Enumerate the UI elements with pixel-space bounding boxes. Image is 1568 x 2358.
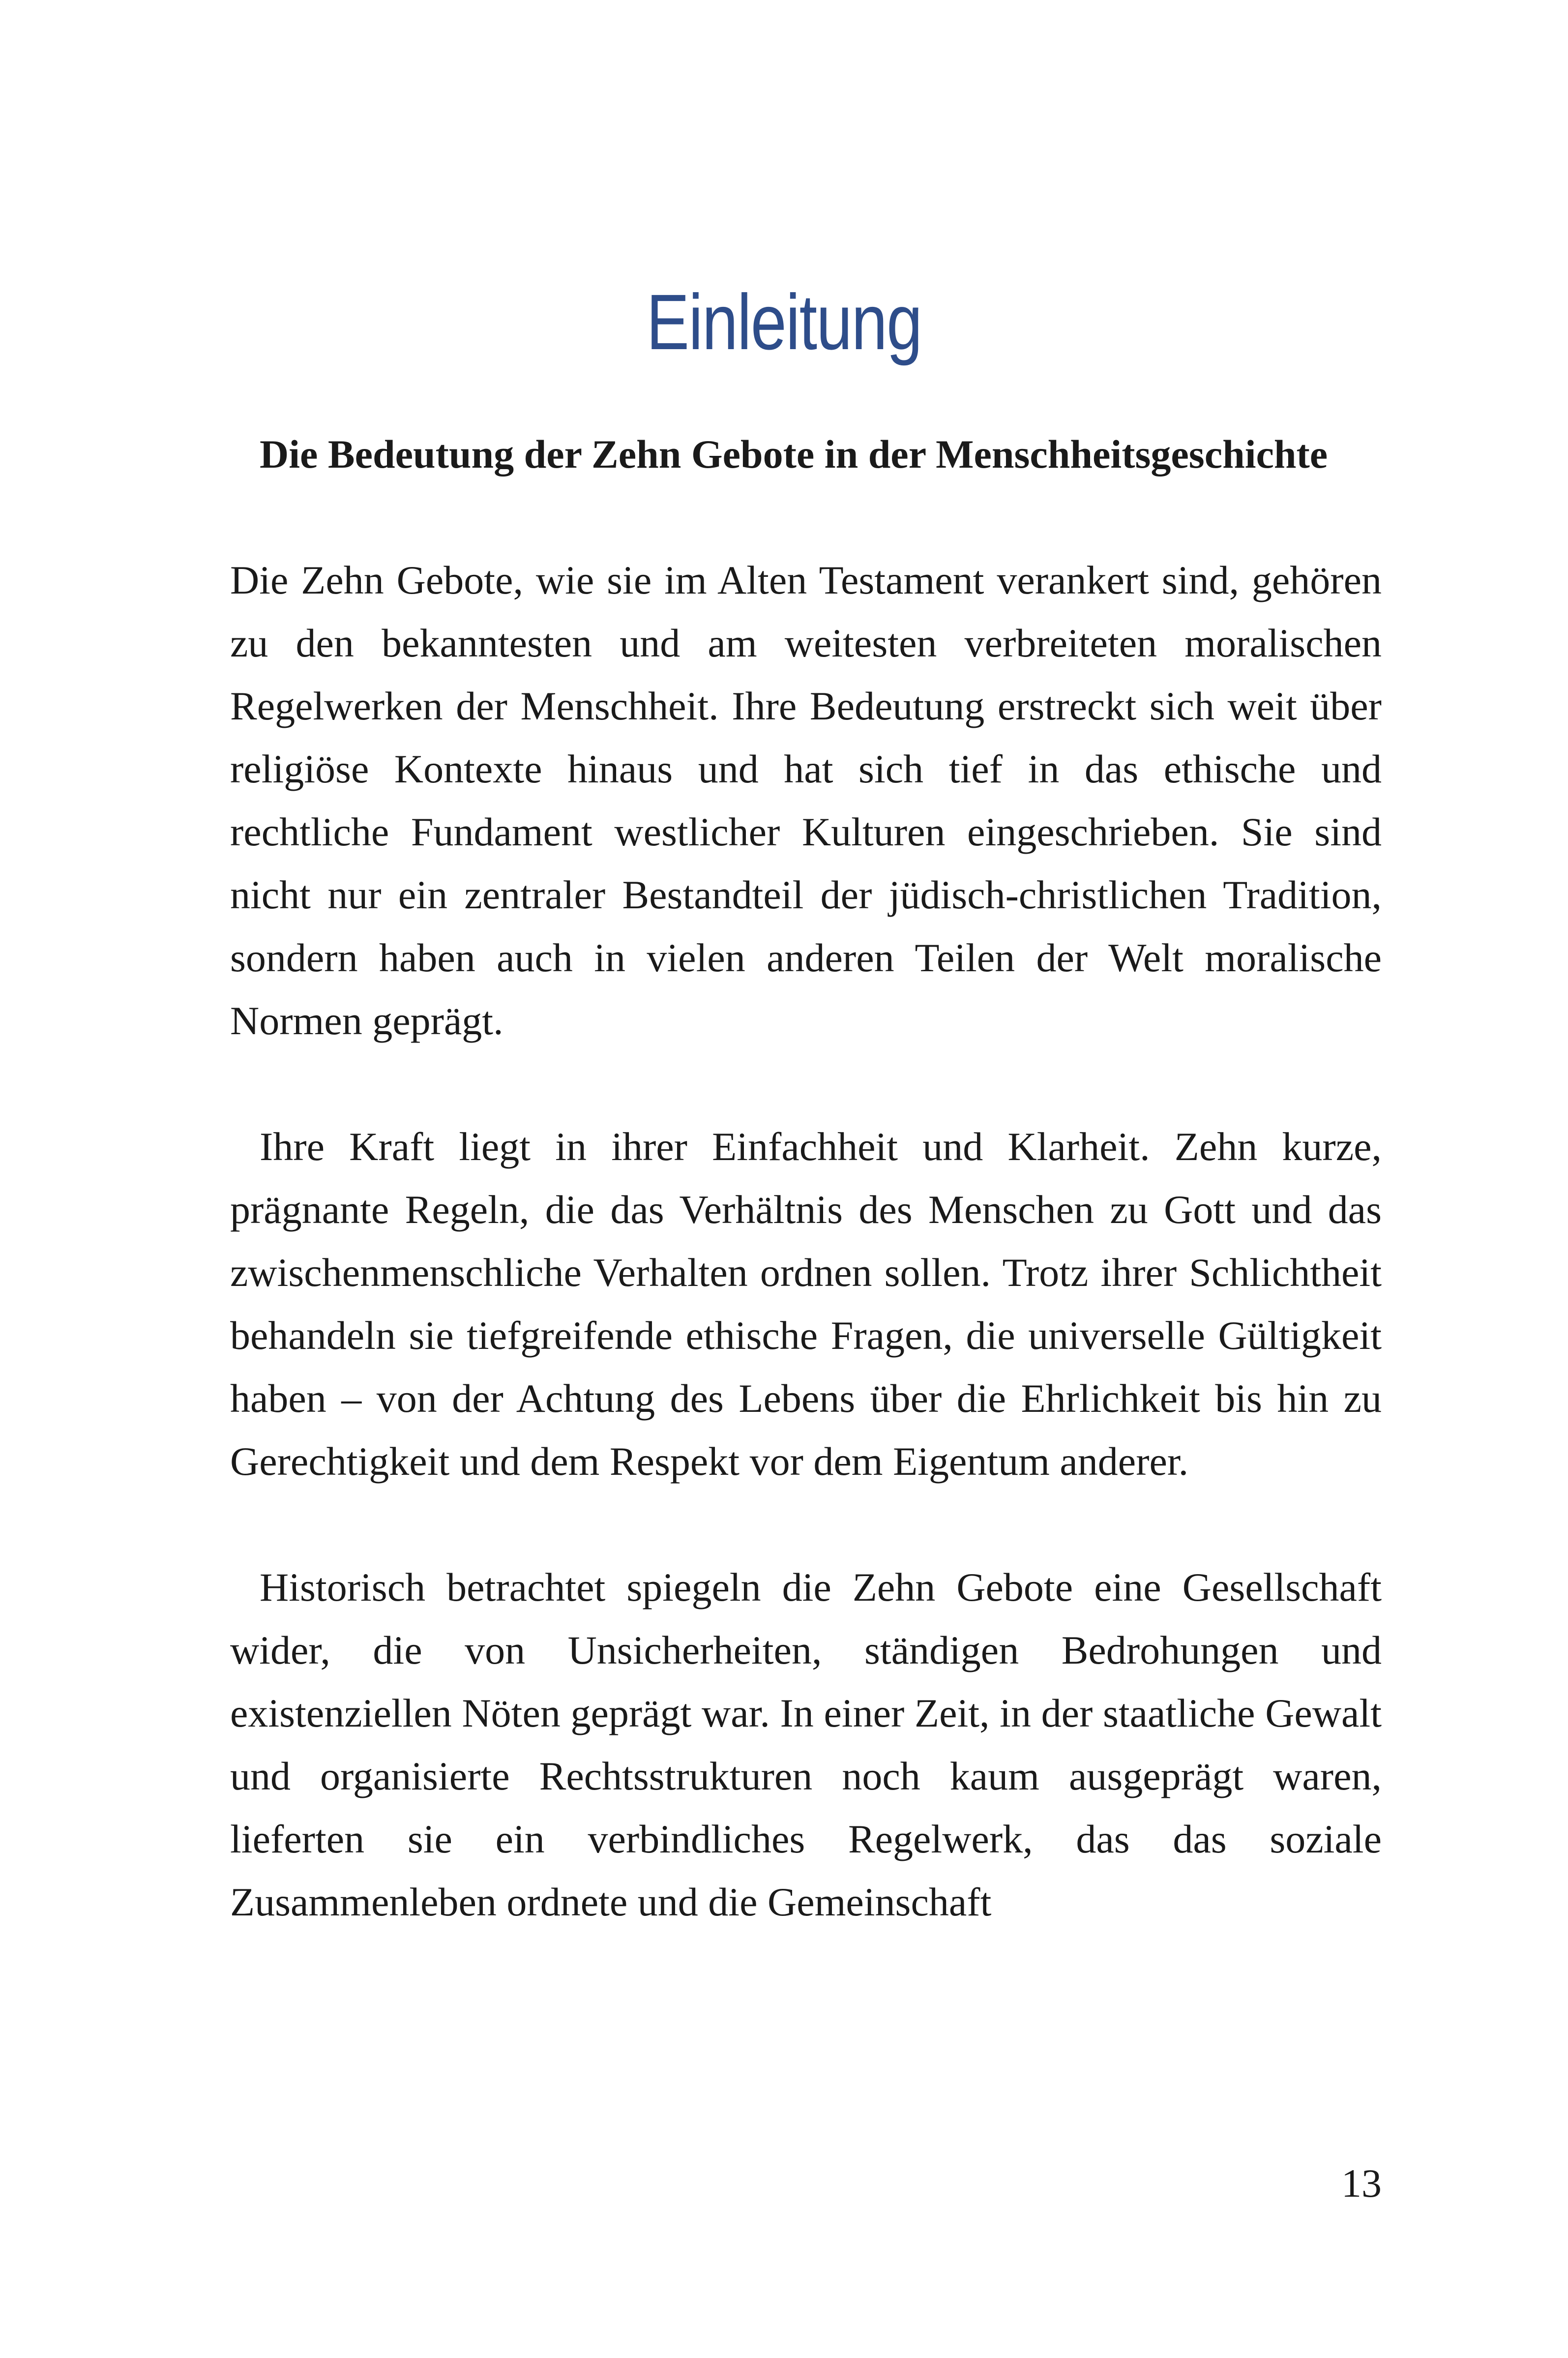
section-heading: Die Bedeutung der Zehn Gebote in der Menschheitsgeschichte bbox=[260, 432, 1328, 477]
page-number: 13 bbox=[1341, 2161, 1382, 2206]
body-paragraph: Ihre Kraft liegt in ihrer Einfachheit und Klarheit. Zehn kurze, prägnante Regeln, die das Verhältnis des Menschen zu Gott und das zwischenmenschliche Verhalten ordnen sollen. Trotz ihrer Schlichtheit behandeln sie tiefgreifende ethische Fragen, die universelle Gültigkeit haben – von der Achtung des Lebens über die Ehrlichkeit bis hin zu Gerechtigkeit und dem Respekt vor dem Eigentum anderer. bbox=[230, 1124, 1382, 1484]
body-paragraph: Historisch betrachtet spiegeln die Zehn Gebote eine Gesellschaft wider, die von Unsicherheiten, ständigen Bedrohungen und existenziellen Nöten geprägt war. In einer Zeit, in der staatliche Gewalt und organisierte Rechtsstrukturen noch kaum ausgeprägt waren, lieferten sie ein verbindliches Regelwerk, das das soziale Zusammenleben ordnete und die Gemeinschaft bbox=[230, 1565, 1382, 1924]
page-body bbox=[230, 423, 1382, 1934]
body-paragraph: Die Zehn Gebote, wie sie im Alten Testament verankert sind, gehören zu den bekanntesten und am weitesten verbreiteten moralischen Regelwerken der Menschheit. Ihre Bedeutung erstreckt sich weit über religiöse Kontexte hinaus und hat sich tief in das ethische und rechtliche Fundament westlicher Kulturen eingeschrieben. Sie sind nicht nur ein zentraler Bestandteil der jüdisch-christlichen Tradition, sondern haben auch in vielen anderen Teilen der Welt moralische Normen geprägt. bbox=[230, 558, 1382, 1043]
chapter-title: Einleitung bbox=[646, 278, 922, 366]
